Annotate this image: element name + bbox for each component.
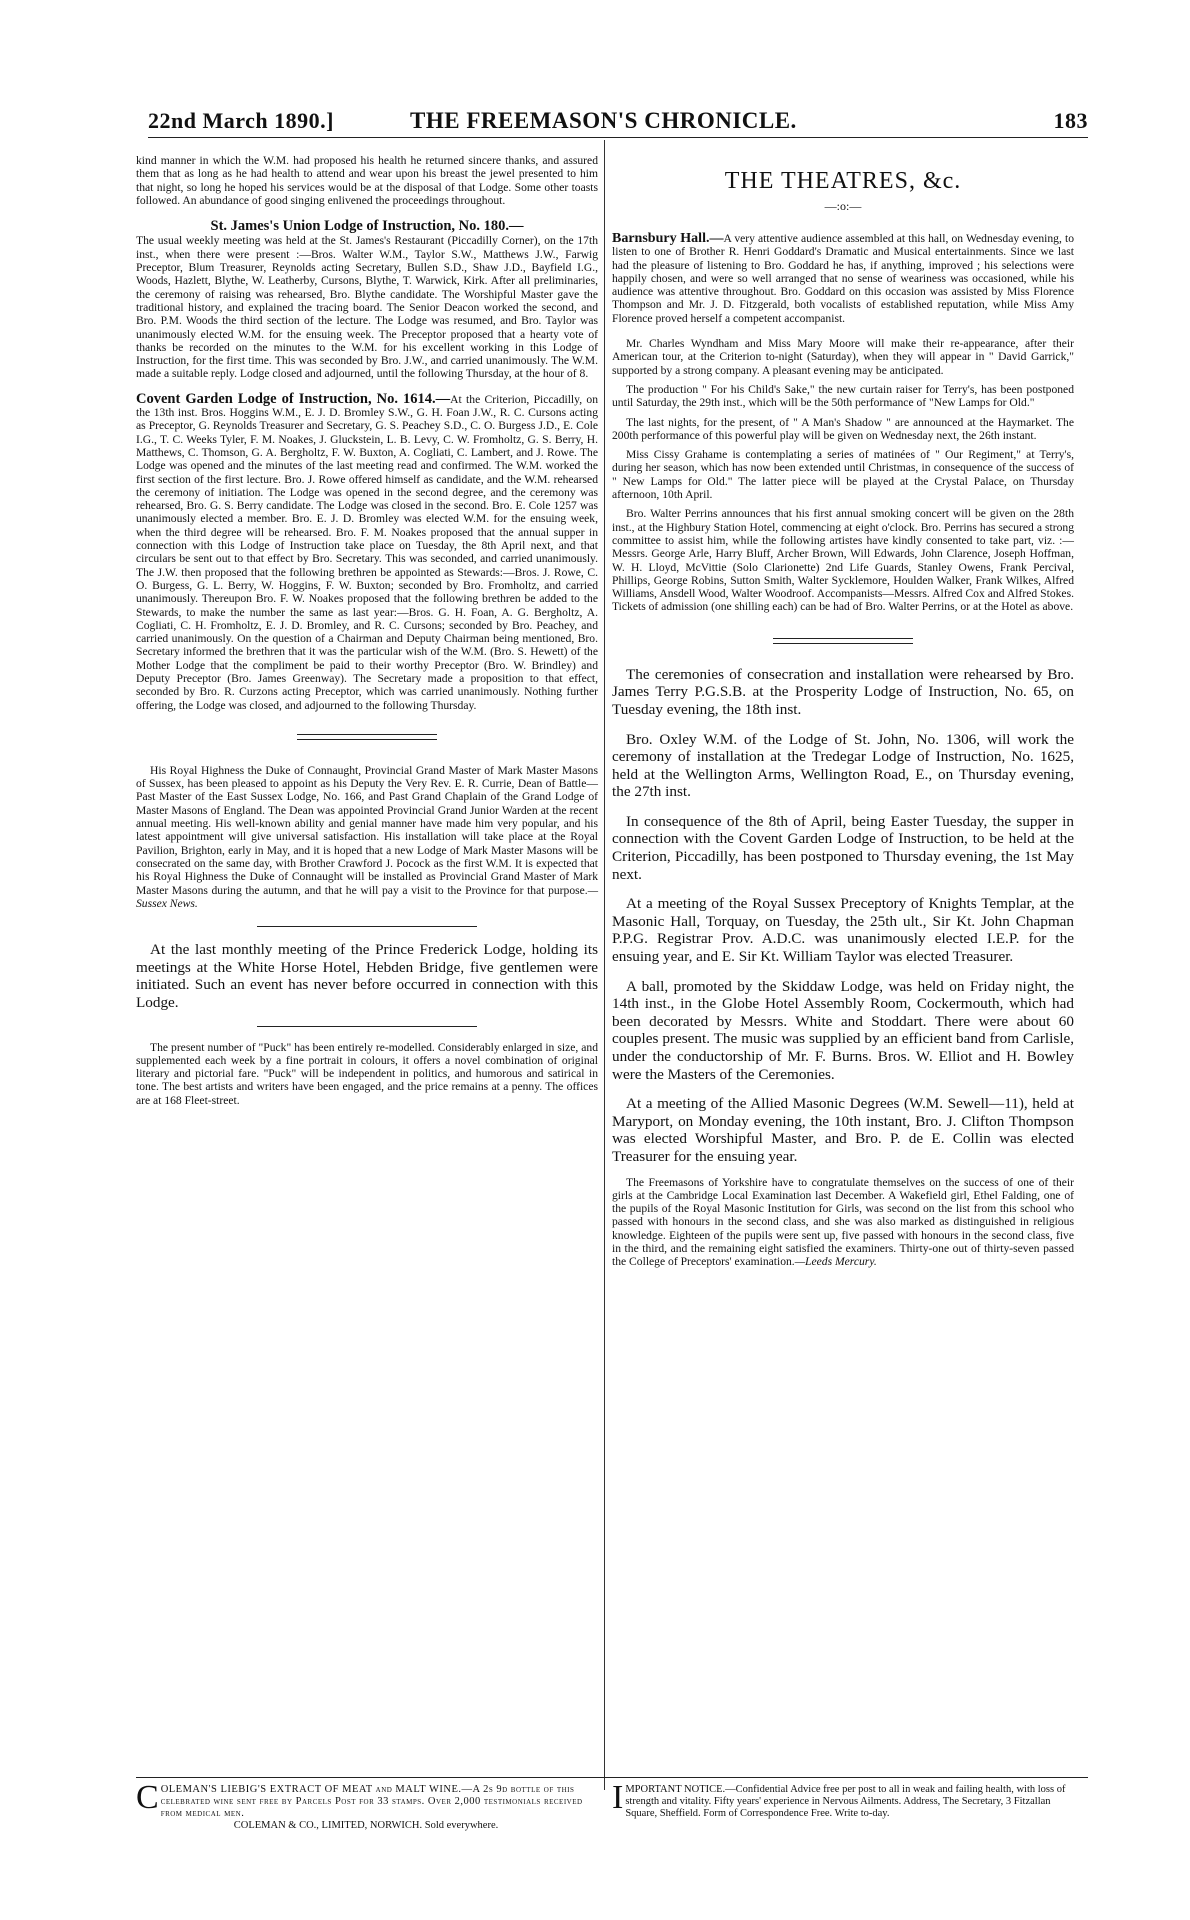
notice-initial: I (612, 1779, 624, 1816)
easter-article: In consequence of the 8th of April, being Easter Tuesday, the supper in connection with the Covent Garden Lodge of Instruction, to be held at the Criterion, Piccadilly, has been postponed to Thursday evening, the 1st May next. (612, 812, 1074, 883)
yorkshire-source: —Leeds Mercury. (794, 1255, 877, 1269)
connaught-text: His Royal Highness the Duke of Connaught, Provincial Grand Master of Mark Master Masons of Sussex, has been pleased to appoint as his Deputy the Very Rev. E. R. Currie, Dean of Battle—Past Master of the East Sussex Lodge, No. 166, and Past Grand Chaplain of the Grand Lodge of Master Masons of England. The Dean was appointed Provincial Grand Junior Warden at the recent annual meeting. His well-known ability and genial manner have made him very popular, and his latest appointment will give universal satisfaction. His installation will take place at the Royal Pavilion, Brighton, early in May, and it is hoped that a new Lodge of Mark Master Masons will be consecrated on the same day, with Brother Crawford J. Pocock as the first W.M. It is expected that his Royal Highness the Duke of Connaught will be installed as Provincial Grand Master of Mark Master Masons during the autumn, and that he will pay a visit to the Province for that purpose. (136, 763, 598, 897)
section-separator (773, 638, 913, 644)
covent-garden-lodge-article (136, 390, 598, 712)
header-rule (148, 137, 1088, 138)
barnsbury-heading: Barnsbury Hall.— (612, 231, 724, 246)
page-number: 183 (1053, 108, 1088, 133)
prince-frederick-article: At the last monthly meeting of the Prince Frederick Lodge, holding its meetings at the White Horse Hotel, Hebden Bridge, five gentlemen were initiated. Such an event has never before occurred in connection with this Lodge. (136, 941, 598, 1011)
grahame-article: Miss Cissy Grahame is contemplating a series of matinées of " Our Regiment," at Terry's, during her season, which has now been extended until Christmas, in consequence of the success of " New Lamps for Old." The latter piece will be played at the Crystal Palace, on Thursday afternoon, 10th April. (612, 448, 1074, 502)
coleman-initial: C (136, 1779, 159, 1816)
section-separator (297, 734, 437, 740)
column-divider (604, 140, 605, 1790)
coleman-advertisement (136, 1779, 596, 1832)
royal-sussex-preceptory-article: At a meeting of the Royal Sussex Preceptory of Knights Templar, at the Masonic Hall, Torquay, on Tuesday, the 25th ult., Sir Kt. John Chapman P.P.G. Registrar Prov. A.D.C. was unanimously elected I.E.P. for the ensuing year, and E. Sir Kt. William Taylor was elected Treasurer. (612, 895, 1074, 966)
wyndham-article: Mr. Charles Wyndham and Miss Mary Moore will make their re-appearance, after their American tour, at the Criterion to-night (Saturday), when they will appear in " David Garrick," supported by a strong company. A pleasant evening may be anticipated. (612, 337, 1074, 377)
consecration-article: The ceremonies of consecration and installation were rehearsed by Bro. James Terry P.G.S.B. at the Prosperity Lodge of Instruction, No. 65, on Tuesday evening, the 18th inst. (612, 665, 1074, 718)
issue-date: 22nd March 1890.] (148, 108, 334, 133)
perrins-article: Bro. Walter Perrins announces that his first annual smoking concert will be given on the 28th inst., at the Highbury Station Hotel, commencing at eight o'clock. Bro. Perrins has secured a strong committee to assist him, while the following artistes have kindly consented to take part, viz. :—Messrs. George Arle, Harry Bluff, Archer Brown, Will Edwards, John Clarence, Joseph Hoffman, W. H. Lloyd, McVittie (Solo Clarionette) 2nd Life Guards, Stanley Owens, Frank Percival, Phillips, George Robins, Sutton Smith, Walter Sycklemore, Houlden Walker, Frank Wilkes, Alfred Williams, Ansdell Wood, Walter Woodroof. Accompanists—Messrs. Alfred Cox and Alfred Stokes. Tickets of admission (one shilling each) can be had of Bro. Walter Perrins, or at the Hotel as above. (612, 507, 1074, 614)
puck-article: The present number of "Puck" has been entirely re-modelled. Considerably enlarged in size, and supplemented each week by a fine portrait in colours, it offers a novel combination of original literary and pictorial fare. "Puck" will be independent in politics, and humorous and satirical in tone. The best artists and writers have been engaged, and the price remains at a penny. The offices are at 168 Fleet-street. (136, 1040, 598, 1107)
covent-garden-lodge-heading: Covent Garden Lodge of Instruction, No. 1614.— (136, 390, 451, 407)
yorkshire-text: The Freemasons of Yorkshire have to congratulate themselves on the success of one of their girls at the Cambridge Local Examination last December. A Wakefield girl, Ethel Falding, one of the pupils of the Royal Masonic Institution for Girls, was second on the list from this school who passed with honours in the second class, and she was also marked as distinguished in religious knowledge. Eighteen of the pupils were sent up, five passed with honours in the second class, five in the third, and the remaining eight satisfied the examiners. Thirty-one out of thirty-seven passed the College of Preceptors' examination. (612, 1175, 1074, 1269)
yorkshire-article (612, 1176, 1074, 1269)
mans-shadow-article: The last nights, for the present, of " A Man's Shadow " are announced at the Haymarket. The 200th performance of this powerful play will be given on Wednesday next, the 26th instant. (612, 415, 1074, 442)
page-header (148, 108, 1088, 134)
coleman-ad-address: COLEMAN & CO., LIMITED, NORWICH. Sold everywhere. (233, 1820, 499, 1831)
theatres-heading: THE THEATRES, &c. (724, 168, 962, 194)
section-separator (257, 926, 477, 927)
skiddaw-ball-article: A ball, promoted by the Skiddaw Lodge, was held on Friday night, the 14th inst., in the Globe Hotel Assembly Room, Cockermouth, which had been decorated by Messrs. White and Stoddart. There were about 60 couples present. The music was supplied by an efficient band from Carlisle, under the conductorship of Mr. F. Burns. Bros. W. Elliot and H. Bowley were the Masters of the Ceremonies. (612, 977, 1074, 1083)
report-continuation: kind manner in which the W.M. had proposed his health he returned sincere thanks, and assured them that as long as he had health to attend and wear upon his breast the jewel presented to him that night, so long he hoped his services would be at the disposal of that Lodge. Some other toasts followed. An abundance of good singing enlivened the proceedings throughout. (136, 154, 598, 207)
advertisement-rule (136, 1777, 1088, 1778)
connaught-source: —Sussex News. (136, 883, 598, 910)
allied-degrees-article: At a meeting of the Allied Masonic Degrees (W.M. Sewell—11), held at Maryport, on Monday evening, the 10th instant, Bro. J. Clifton Thompson was elected Worshipful Master, and Bro. P. de E. Collin was elected Treasurer for the ensuing year. (612, 1095, 1074, 1165)
notice-ad-text: MPORTANT NOTICE.—Confidential Advice free per post to all in weak and failing health, with loss of strength and vitality. Fifty years' experience in Nervous Ailments. Address, The Secretary, 3 Fitzallan Square, Sheffield. Form of Correspondence Free. Write to-day. (625, 1784, 1066, 1819)
st-james-lodge-report: The usual weekly meeting was held at the St. James's Restaurant (Piccadilly Corner), on the 17th inst., when there were present :—Bros. Walter W.M., Taylor S.W., Matthews J.W., Farwig Preceptor, Blum Treasurer, Reynolds acting Secretary, Bullen S.D., Shaw J.D., Bayfield I.G., Woods, Hazlett, Blythe, W. Leatherby, Cursons, Blythe, T. Warwick, Kirk. After all preliminaries, the ceremony of raising was rehearsed, Bro. Blythe candidate. The Worshipful Master gave the traditional history, and explained the tracing board. The Senior Deacon worked the second, and Bro. P.M. Woods the third section of the lecture. The Lodge was resumed, and Bro. Taylor was unanimously elected W.M. for the ensuing week. The Preceptor proposed that a hearty vote of thanks be recorded on the minutes to the W.M. for his excellent working in this Lodge of Instruction, for the first time. This was seconded by Bro. J.W., and carried unanimously. The W.M. made a suitable reply. Lodge closed and adjourned, until the following Thursday, at the hour of 8. (136, 234, 598, 381)
important-notice-advertisement (612, 1779, 1072, 1820)
barnsbury-article (612, 232, 1074, 325)
coleman-ad-text: OLEMAN'S LIEBIG'S EXTRACT OF MEAT and MALT WINE.—A 2s 9d bottle of this celebrated wine sent free by Parcels Post for 33 stamps. Over 2,000 testimonials received from medical men. (160, 1784, 583, 1819)
terrys-article: The production " For his Child's Sake," the new curtain raiser for Terry's, has been postponed until Saturday, the 29th inst., which will be the 50th performance of "New Lamps for Old." (612, 382, 1074, 410)
left-column (136, 154, 598, 1107)
publication-title: THE FREEMASON'S CHRONICLE. (410, 108, 797, 133)
covent-garden-lodge-report: At the Criterion, Piccadilly, on the 13th inst. Bros. Hoggins W.M., E. J. D. Bromley S.W., G. H. Foan J.W., R. C. Cursons acting as Preceptor, G. Reynolds Treasurer and Secretary, G. S. Peachey S.D., C. O. Burgess J.D., E. Cole I.G., T. C. Weeks Tyler, F. M. Noakes, J. Gluckstein, L. B. Levy, C. W. Fromholtz, G. S. Berry, H. Matthews, C. Thomson, G. A. Bergholtz, F. W. Buxton, A. Cogliati, C. Lambert, and J. Rowe. The Lodge was opened and the minutes of the last meeting read and confirmed. The W.M. worked the first section of the first lecture. Bro. J. Rowe offered himself as candidate, and the W.M. rehearsed the ceremony of initiation. The Lodge was opened in the second degree, and the ceremony was rehearsed, Bro. G. S. Berry candidate. The Lodge was closed in the second. Bro. E. Cole 1257 was unanimously elected a member. Bro. E. J. D. Bromley was elected W.M. for the ensuing week, when the third degree will be rehearsed. Bro. F. M. Noakes proposed that the annual supper in connection with this Lodge of Instruction take place on Tuesday, the 8th April next, and that circulars be sent out to that effect by Bro. Secretary. This was seconded, and carried unanimously. The J.W. then proposed that the following brethren be appointed as Stewards:—Bros. J. Rowe, C. O. Burgess, G. L. Berry, W. Hoggins, F. W. Buxton; seconded by Bro. Fromholtz, and carried unanimously. Thereupon Bro. F. W. Noakes proposed that the following brethren be added to the Stewards, to make the number the same as last year:—Bros. G. H. Foan, A. G. Bergholtz, A. Cogliati, C. H. Fromholtz, E. J. D. Bromley, and R. C. Cursons; seconded by Bro. Peachey, and carried unanimously. On the question of a Chairman and Deputy Chairman being mentioned, Bro. Secretary informed the brethren that it was the particular wish of the W.M. (Bro. S. Hewett) of the Mother Lodge that the compliment be paid to their worthy Preceptor (Bro. W. Brindley) and Deputy Preceptor (Bro. James Greenway). The Secretary made a proposition to that effect, seconded by Bro. R. Curzons acting Preceptor, which was carried unanimously. Nothing further offering, the Lodge was closed, and adjourned to the following Thursday. (136, 392, 598, 712)
st-james-lodge-heading: St. James's Union Lodge of Instruction, No. 180.— (210, 218, 524, 235)
oxley-article: Bro. Oxley W.M. of the Lodge of St. John, No. 1306, will work the ceremony of installation at the Tredegar Lodge of Instruction, No. 1625, held at the Wellington Arms, Wellington Road, E., on Thursday evening, the 27th inst. (612, 730, 1074, 801)
section-separator (257, 1026, 477, 1027)
barnsbury-text: A very attentive audience assembled at this hall, on Wednesday evening, to listen to one of Brother R. Henri Goddard's Dramatic and Musical entertainments. Since we last had the pleasure of listening to Bro. Goddard he has, if anything, improved ; his selections were happily chosen, and were so well arranged that no sense of weariness was occasioned, while his audience was attentive throughout. Bro. Goddard on this occasion was assisted by Miss Florence Thompson and Mr. J. D. Fitzgerald, both vocalists of established reputation, while Miss Amy Florence proved herself a competent accompanist. (612, 232, 1074, 325)
right-column (612, 154, 1074, 1269)
connaught-article (136, 764, 598, 910)
theatres-ornament: —:o:— (824, 199, 862, 213)
